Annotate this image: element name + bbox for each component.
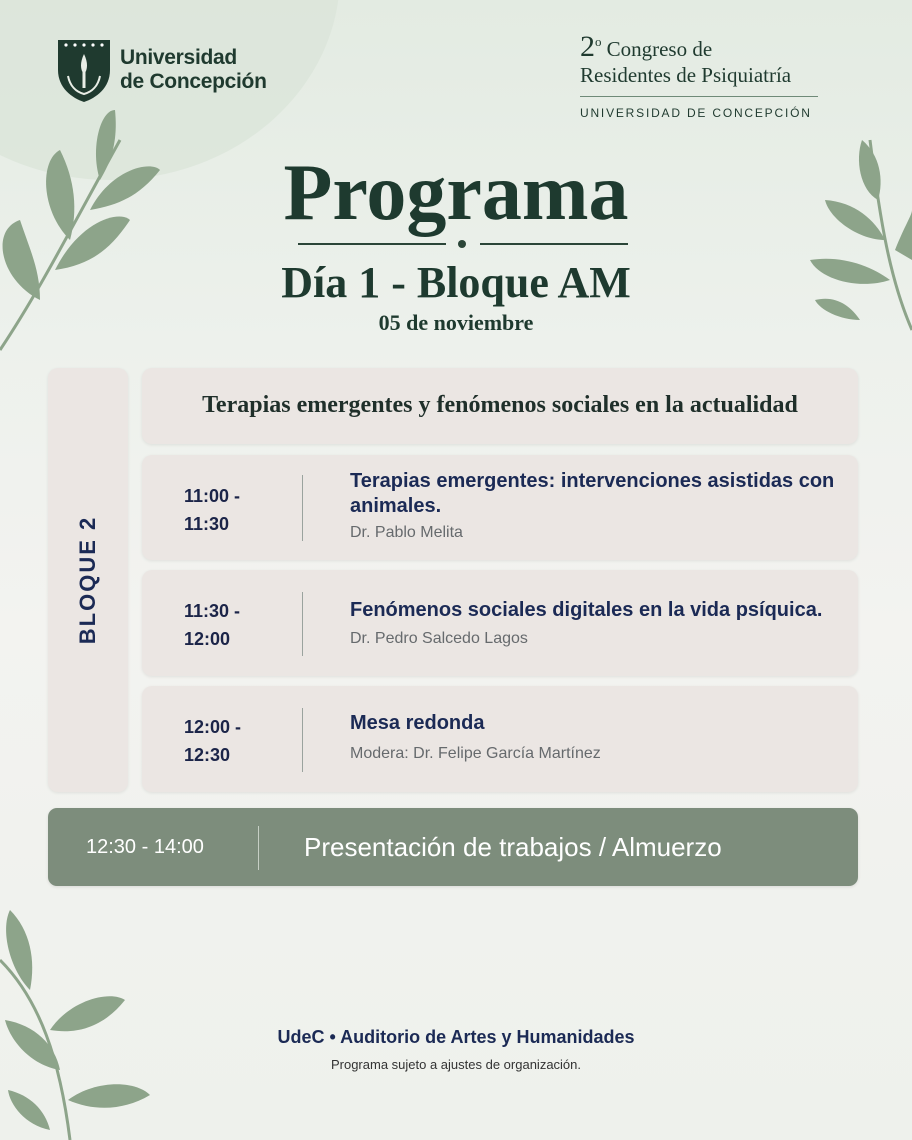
university-name-line1: Universidad <box>120 46 237 69</box>
session-divider <box>302 475 303 541</box>
congress-divider <box>580 96 818 97</box>
university-name-line2: de Concepción <box>120 70 267 93</box>
break-bar <box>48 808 858 886</box>
congress-institution: UNIVERSIDAD DE CONCEPCIÓN <box>580 106 812 120</box>
session-title: Fenómenos sociales digitales en la vida psíquica. <box>350 599 823 621</box>
block-theme: Terapias emergentes y fenómenos sociales en la actualidad <box>202 392 798 418</box>
page-subtitle: Día 1 - Bloque AM <box>281 258 631 307</box>
session-time-start: 12:00 - <box>184 717 242 737</box>
congress-line1: Congreso de <box>606 37 713 61</box>
block-label: BLOQUE 2 <box>75 515 100 645</box>
session-card <box>142 686 858 792</box>
session-speaker: Dr. Pablo Melita <box>350 524 463 541</box>
title-divider <box>298 240 628 250</box>
event-date: 05 de noviembre <box>378 310 534 335</box>
session-divider <box>302 708 303 772</box>
session-divider <box>302 592 303 656</box>
congress-logo <box>580 32 820 120</box>
university-crest-icon <box>54 36 114 104</box>
congress-line2: Residentes de Psiquiatría <box>580 63 792 87</box>
footer-note: Programa sujeto a ajustes de organización. <box>330 1057 582 1072</box>
session-title: Mesa redonda <box>350 712 485 734</box>
break-divider <box>258 826 259 870</box>
footer-venue: UdeC • Auditorio de Artes y Humanidades <box>277 1027 635 1047</box>
session-title: Terapias emergentes: intervenciones asistidas con animales. <box>350 470 835 517</box>
session-time-end: 12:30 <box>184 745 231 765</box>
session-time <box>184 597 284 653</box>
session-card <box>142 455 858 560</box>
break-time: 12:30 - 14:00 <box>86 836 204 858</box>
university-name <box>120 46 267 94</box>
leaf-decoration-icon <box>0 900 170 1140</box>
session-time-end: 12:00 <box>184 629 231 649</box>
break-label: Presentación de trabajos / Almuerzo <box>304 832 722 862</box>
block-side-label <box>48 368 128 792</box>
session-time <box>184 482 284 538</box>
session-speaker: Dr. Pedro Salcedo Lagos <box>350 630 528 647</box>
congress-ordinal: o <box>595 34 602 49</box>
session-time-start: 11:30 - <box>184 601 241 621</box>
session-time <box>184 713 284 769</box>
congress-number: 2 <box>580 30 595 63</box>
session-time-end: 11:30 <box>184 514 230 534</box>
session-time-start: 11:00 - <box>184 486 241 506</box>
session-speaker: Modera: Dr. Felipe García Martínez <box>350 745 601 762</box>
session-card <box>142 570 858 676</box>
page-title: Programa <box>283 149 629 237</box>
block-theme-card <box>142 368 858 444</box>
